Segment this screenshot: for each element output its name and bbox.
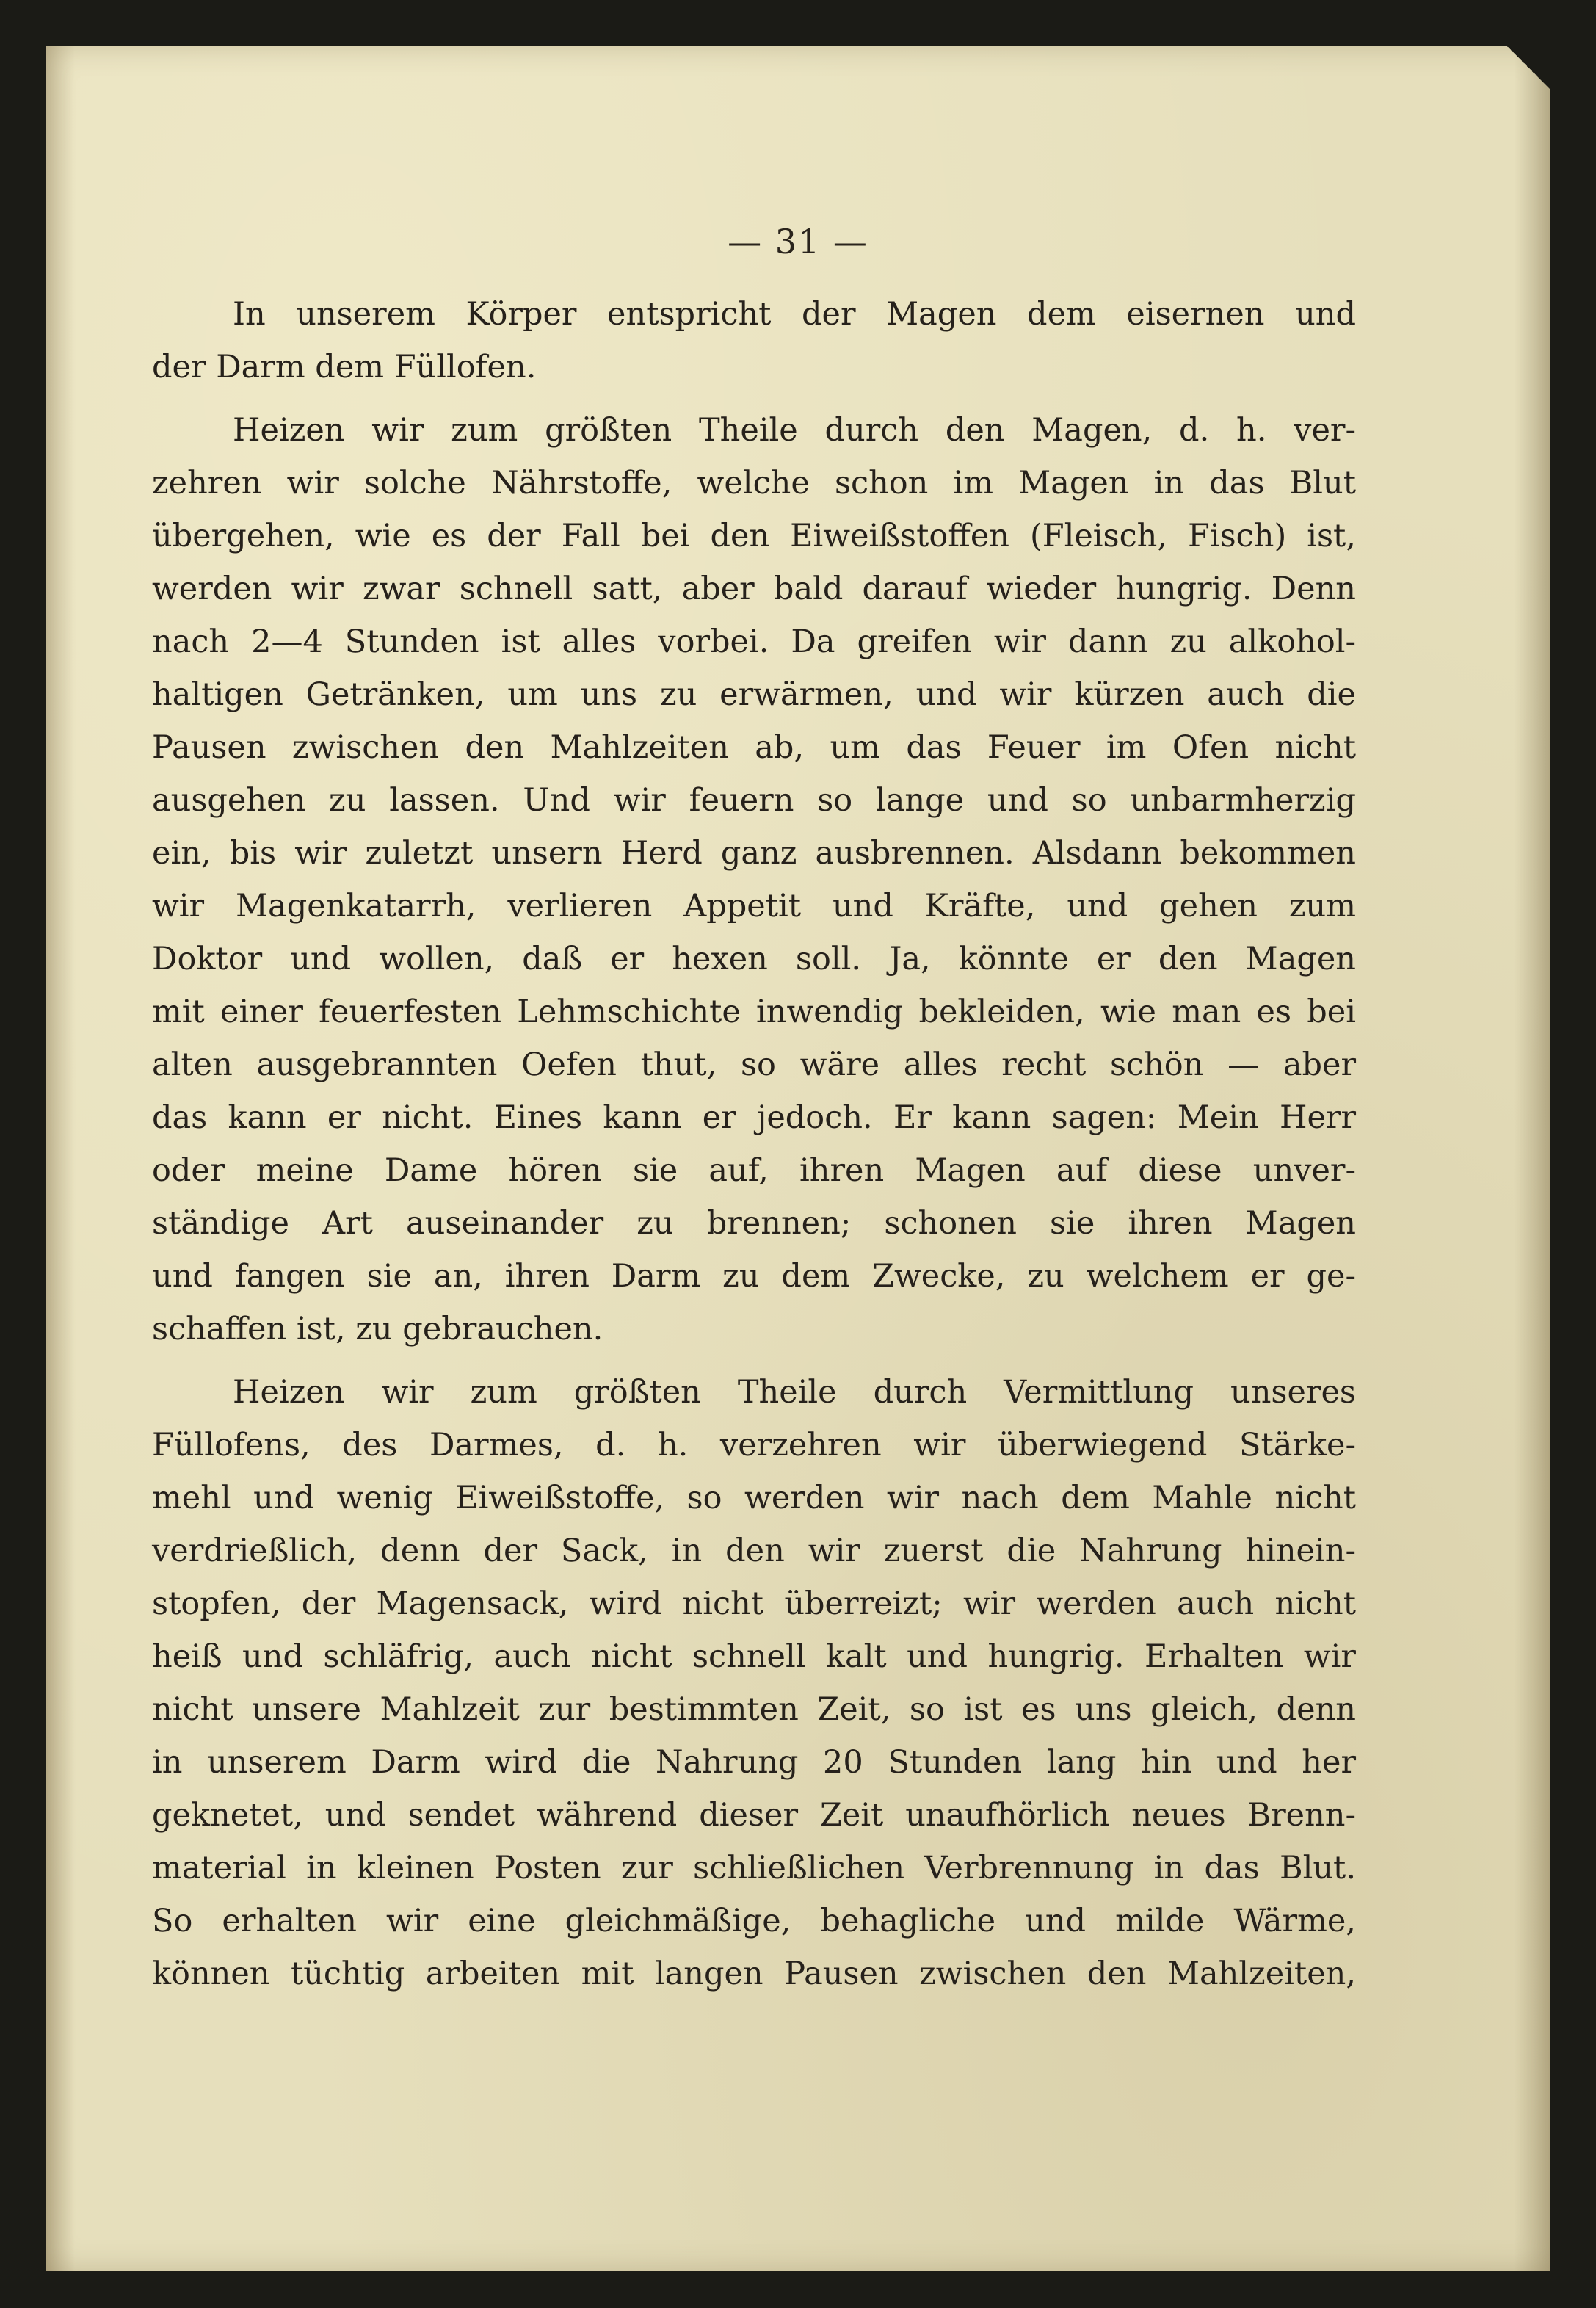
text-line: zehren wir solche Nährstoffe, welche schon im Magen in das Blut [152, 465, 1356, 502]
text-line: und fangen sie an, ihren Darm zu dem Zwecke, zu welchem er ge- [152, 1258, 1356, 1295]
text-line: Heizen wir zum größten Theile durch Vermittlung unseres [233, 1374, 1356, 1411]
book-page [46, 46, 1550, 2271]
text-line: stopfen, der Magensack, wird nicht überreizt; wir werden auch nicht [152, 1585, 1356, 1622]
text-line: geknetet, und sendet während dieser Zeit unaufhörlich neues Brenn- [152, 1797, 1356, 1834]
text-line: der Darm dem Füllofen. [152, 349, 537, 386]
text-line: verdrießlich, denn der Sack, in den wir zuerst die Nahrung hinein- [152, 1533, 1356, 1569]
text-line: Pausen zwischen den Mahlzeiten ab, um das Feuer im Ofen nicht [152, 729, 1356, 766]
paragraph-3 [152, 1366, 1356, 2000]
text-line: das kann er nicht. Eines kann er jedoch. Er kann sagen: Mein Herr [152, 1099, 1356, 1136]
page-number: — 31 — [728, 222, 868, 261]
text-line: schaffen ist, zu gebrauchen. [152, 1311, 603, 1347]
text-line: material in kleinen Posten zur schließlichen Verbrennung in das Blut. [152, 1850, 1356, 1886]
text-line: ausgehen zu lassen. Und wir feuern so lange und so unbarmherzig [152, 782, 1356, 819]
text-line: Doktor und wollen, daß er hexen soll. Ja, könnte er den Magen [152, 941, 1356, 977]
paragraph-1 [152, 288, 1356, 394]
text-line: heiß und schläfrig, auch nicht schnell kalt und hungrig. Erhalten wir [152, 1638, 1356, 1675]
text-line: oder meine Dame hören sie auf, ihren Magen auf diese unver- [152, 1152, 1356, 1189]
text-line: alten ausgebrannten Oefen thut, so wäre alles recht schön — aber [152, 1046, 1356, 1083]
text-line: übergehen, wie es der Fall bei den Eiweißstoffen (Fleisch, Fisch) ist, [152, 518, 1356, 554]
text-line: haltigen Getränken, um uns zu erwärmen, und wir kürzen auch die [152, 676, 1356, 713]
body-text [152, 288, 1356, 2011]
text-line: können tüchtig arbeiten mit langen Pausen zwischen den Mahlzeiten, [152, 1956, 1356, 1992]
text-line: wir Magenkatarrh, verlieren Appetit und Kräfte, und gehen zum [152, 888, 1356, 925]
text-line: In unserem Körper entspricht der Magen dem eisernen und [233, 296, 1356, 333]
text-line: ein, bis wir zuletzt unsern Herd ganz ausbrennen. Alsdann bekommen [152, 835, 1356, 872]
text-line: nach 2—4 Stunden ist alles vorbei. Da greifen wir dann zu alkohol- [152, 623, 1356, 660]
text-line: mehl und wenig Eiweißstoffe, so werden wir nach dem Mahle nicht [152, 1480, 1356, 1516]
text-line: in unserem Darm wird die Nahrung 20 Stunden lang hin und her [152, 1744, 1356, 1781]
text-line: Heizen wir zum größten Theile durch den Magen, d. h. ver- [233, 412, 1356, 449]
text-line: So erhalten wir eine gleichmäßige, behagliche und milde Wärme, [152, 1903, 1356, 1939]
text-line: mit einer feuerfesten Lehmschichte inwendig bekleiden, wie man es bei [152, 994, 1356, 1030]
page-corner-fold [1506, 46, 1550, 90]
text-line: nicht unsere Mahlzeit zur bestimmten Zeit, so ist es uns gleich, denn [152, 1691, 1356, 1728]
text-line: Füllofens, des Darmes, d. h. verzehren wir überwiegend Stärke- [152, 1427, 1356, 1464]
text-line: ständige Art auseinander zu brennen; schonen sie ihren Magen [152, 1205, 1356, 1242]
paragraph-2 [152, 404, 1356, 1356]
text-line: werden wir zwar schnell satt, aber bald darauf wieder hungrig. Denn [152, 571, 1356, 607]
